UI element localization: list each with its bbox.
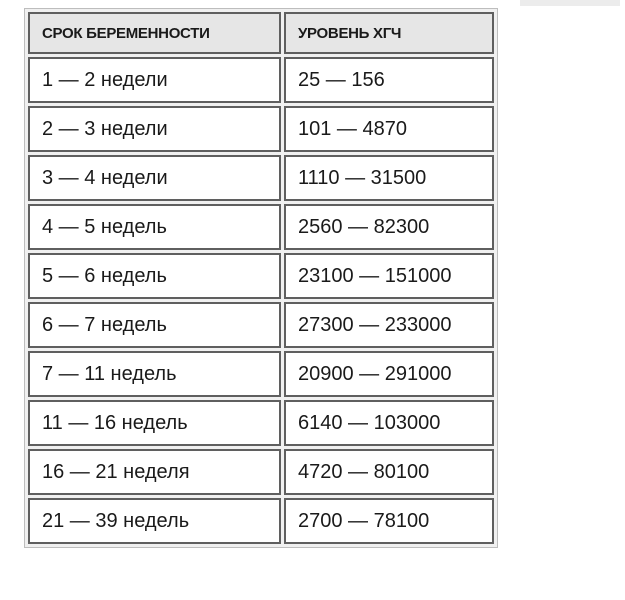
- header-gestational-age: СРОК БЕРЕМЕННОСТИ: [28, 12, 281, 54]
- header-hcg-level: УРОВЕНЬ ХГЧ: [284, 12, 494, 54]
- table-row: [28, 302, 494, 348]
- table-row: [28, 449, 494, 495]
- table-row: [28, 106, 494, 152]
- level-cell: 20900 — 291000: [284, 351, 494, 397]
- table-row: [28, 351, 494, 397]
- table-row: [28, 155, 494, 201]
- level-cell: 27300 — 233000: [284, 302, 494, 348]
- level-cell: 1110 — 31500: [284, 155, 494, 201]
- term-cell: 4 — 5 недель: [28, 204, 281, 250]
- table-header-row: [28, 12, 494, 54]
- term-cell: 21 — 39 недель: [28, 498, 281, 544]
- level-cell: 4720 — 80100: [284, 449, 494, 495]
- table-row: [28, 204, 494, 250]
- level-cell: 25 — 156: [284, 57, 494, 103]
- term-cell: 1 — 2 недели: [28, 57, 281, 103]
- term-cell: 16 — 21 неделя: [28, 449, 281, 495]
- level-cell: 2700 — 78100: [284, 498, 494, 544]
- term-cell: 3 — 4 недели: [28, 155, 281, 201]
- term-cell: 11 — 16 недель: [28, 400, 281, 446]
- term-cell: 7 — 11 недель: [28, 351, 281, 397]
- table-row: [28, 498, 494, 544]
- level-cell: 6140 — 103000: [284, 400, 494, 446]
- term-cell: 6 — 7 недель: [28, 302, 281, 348]
- table-row: [28, 253, 494, 299]
- table-row: [28, 57, 494, 103]
- table-row: [28, 400, 494, 446]
- term-cell: 2 — 3 недели: [28, 106, 281, 152]
- level-cell: 23100 — 151000: [284, 253, 494, 299]
- hcg-levels-table: [24, 8, 498, 548]
- level-cell: 2560 — 82300: [284, 204, 494, 250]
- top-right-mark: [520, 0, 620, 6]
- level-cell: 101 — 4870: [284, 106, 494, 152]
- term-cell: 5 — 6 недель: [28, 253, 281, 299]
